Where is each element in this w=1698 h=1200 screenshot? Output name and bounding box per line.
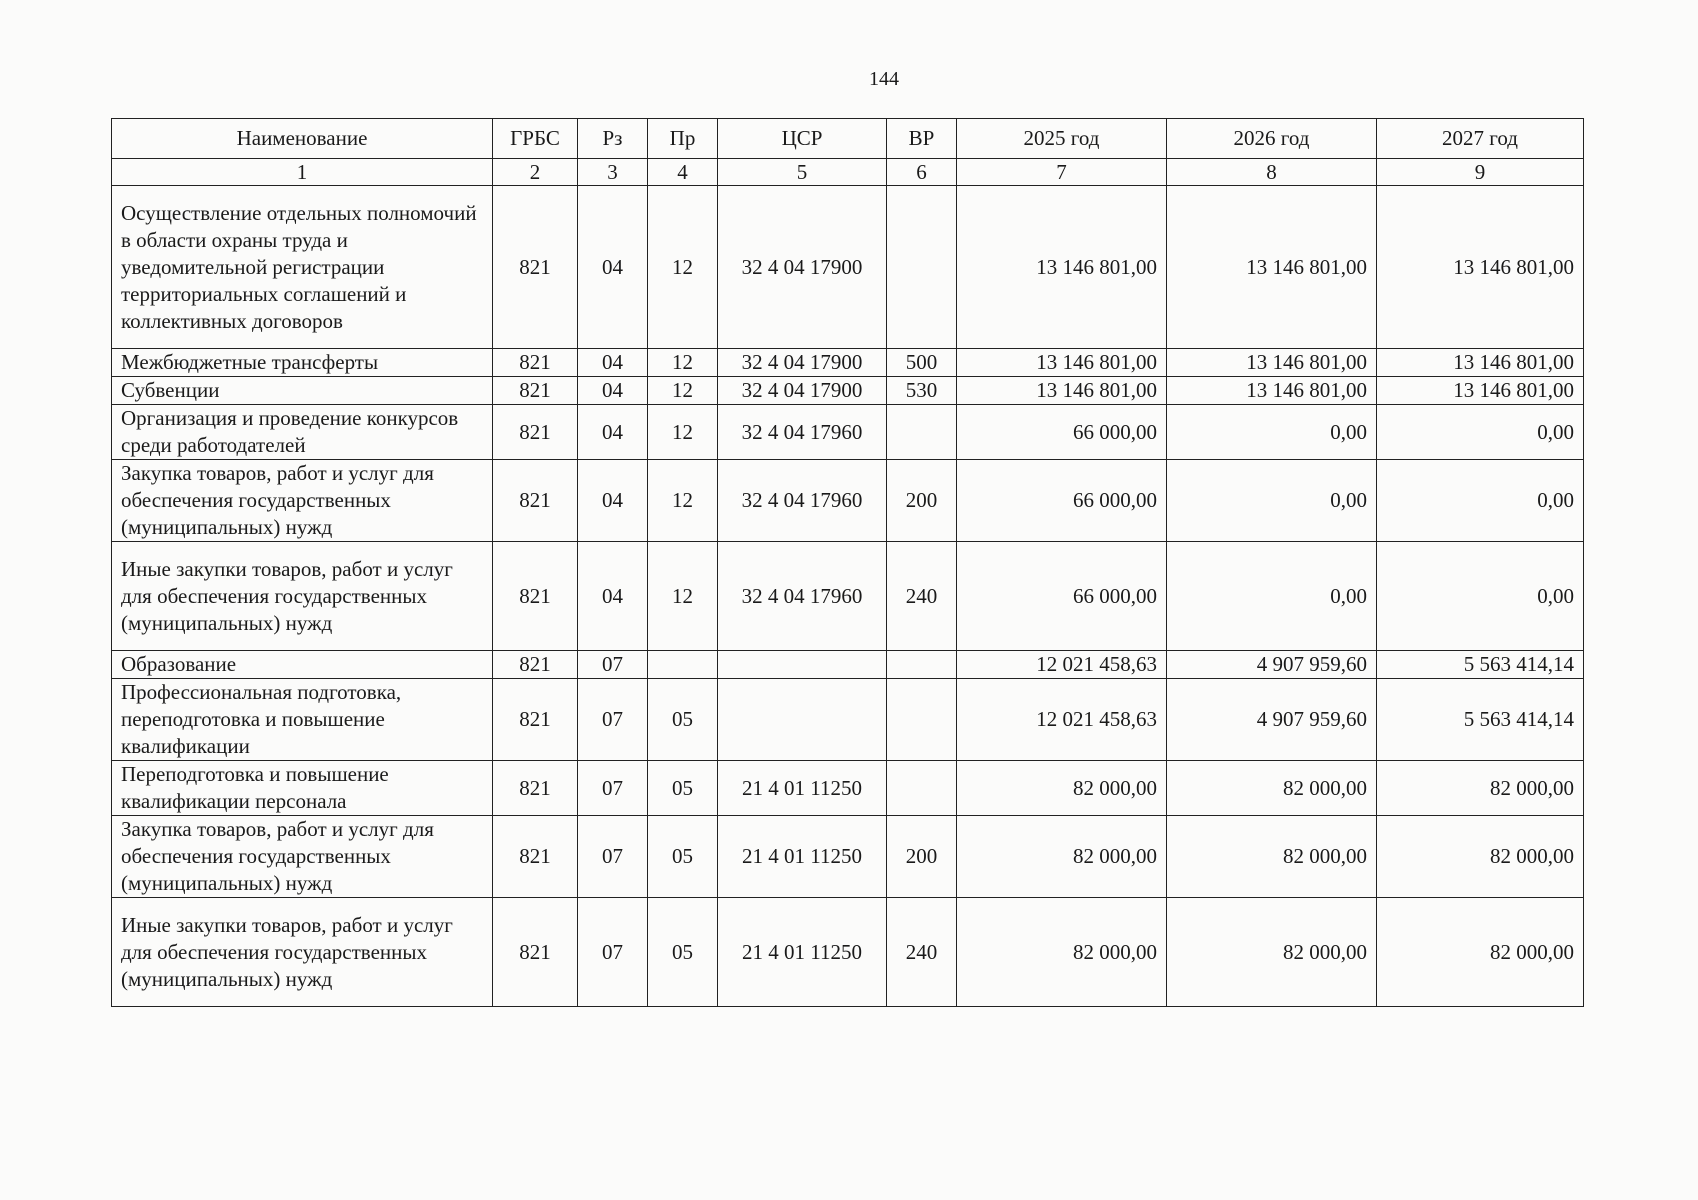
- row-2027: 0,00: [1377, 460, 1584, 542]
- column-number: 3: [578, 159, 648, 186]
- header-csr: ЦСР: [718, 119, 887, 159]
- header-pr: Пр: [648, 119, 718, 159]
- row-2027: 82 000,00: [1377, 761, 1584, 816]
- row-csr: 32 4 04 17960: [718, 542, 887, 651]
- table-row: [112, 377, 1584, 405]
- column-number: 4: [648, 159, 718, 186]
- row-2027: 5 563 414,14: [1377, 651, 1584, 679]
- row-2027: 82 000,00: [1377, 816, 1584, 898]
- row-2026: 0,00: [1167, 460, 1377, 542]
- row-pr: 05: [648, 679, 718, 761]
- page-number: 144: [869, 68, 899, 90]
- row-vr: 240: [887, 542, 957, 651]
- table-row: [112, 405, 1584, 460]
- row-csr: 32 4 04 17900: [718, 186, 887, 349]
- row-rz: 07: [578, 679, 648, 761]
- row-2026: 82 000,00: [1167, 761, 1377, 816]
- row-rz: 07: [578, 898, 648, 1007]
- row-grbs: 821: [493, 816, 578, 898]
- header-rz: Рз: [578, 119, 648, 159]
- header-vr: ВР: [887, 119, 957, 159]
- row-2025: 13 146 801,00: [957, 186, 1167, 349]
- row-grbs: 821: [493, 898, 578, 1007]
- row-2026: 82 000,00: [1167, 898, 1377, 1007]
- row-grbs: 821: [493, 761, 578, 816]
- row-pr: 05: [648, 761, 718, 816]
- row-csr: [718, 679, 887, 761]
- row-pr: 12: [648, 349, 718, 377]
- row-csr: [718, 651, 887, 679]
- row-rz: 07: [578, 761, 648, 816]
- row-csr: 32 4 04 17960: [718, 460, 887, 542]
- row-vr: [887, 186, 957, 349]
- row-2026: 4 907 959,60: [1167, 679, 1377, 761]
- row-grbs: 821: [493, 679, 578, 761]
- row-csr: 21 4 01 11250: [718, 816, 887, 898]
- row-2025: 13 146 801,00: [957, 377, 1167, 405]
- row-2026: 13 146 801,00: [1167, 377, 1377, 405]
- row-name: Образование: [112, 651, 493, 679]
- row-vr: 530: [887, 377, 957, 405]
- row-grbs: 821: [493, 460, 578, 542]
- row-vr: [887, 651, 957, 679]
- row-rz: 04: [578, 377, 648, 405]
- row-vr: 200: [887, 460, 957, 542]
- row-2027: 13 146 801,00: [1377, 186, 1584, 349]
- row-pr: 05: [648, 816, 718, 898]
- row-rz: 04: [578, 405, 648, 460]
- row-2025: 66 000,00: [957, 405, 1167, 460]
- row-vr: 500: [887, 349, 957, 377]
- row-pr: 12: [648, 542, 718, 651]
- row-2025: 66 000,00: [957, 460, 1167, 542]
- row-2027: 0,00: [1377, 542, 1584, 651]
- row-rz: 04: [578, 186, 648, 349]
- row-name: Иные закупки товаров, работ и услуг для обеспечения государственных (муниципальных) нужд: [112, 898, 493, 1007]
- header-row: [112, 119, 1584, 159]
- row-vr: [887, 679, 957, 761]
- row-pr: 12: [648, 186, 718, 349]
- column-number-row: [112, 159, 1584, 186]
- row-vr: 240: [887, 898, 957, 1007]
- table-row: [112, 460, 1584, 542]
- row-pr: [648, 651, 718, 679]
- row-rz: 04: [578, 460, 648, 542]
- table-row: [112, 898, 1584, 1007]
- row-grbs: 821: [493, 349, 578, 377]
- table-row: [112, 651, 1584, 679]
- row-pr: 12: [648, 460, 718, 542]
- table-row: [112, 679, 1584, 761]
- row-2025: 82 000,00: [957, 761, 1167, 816]
- row-2026: 4 907 959,60: [1167, 651, 1377, 679]
- row-name: Профессиональная подготовка, переподготовка и повышение квалификации: [112, 679, 493, 761]
- row-grbs: 821: [493, 377, 578, 405]
- table-row: [112, 816, 1584, 898]
- row-name: Закупка товаров, работ и услуг для обеспечения государственных (муниципальных) нужд: [112, 460, 493, 542]
- table-row: [112, 761, 1584, 816]
- row-2025: 13 146 801,00: [957, 349, 1167, 377]
- row-2027: 13 146 801,00: [1377, 349, 1584, 377]
- row-2025: 12 021 458,63: [957, 651, 1167, 679]
- column-number: 9: [1377, 159, 1584, 186]
- row-csr: 32 4 04 17900: [718, 377, 887, 405]
- row-name: Межбюджетные трансферты: [112, 349, 493, 377]
- row-grbs: 821: [493, 405, 578, 460]
- column-number: 1: [112, 159, 493, 186]
- row-grbs: 821: [493, 186, 578, 349]
- row-pr: 12: [648, 377, 718, 405]
- row-2025: 82 000,00: [957, 898, 1167, 1007]
- column-number: 6: [887, 159, 957, 186]
- row-2027: 0,00: [1377, 405, 1584, 460]
- row-csr: 32 4 04 17900: [718, 349, 887, 377]
- row-pr: 05: [648, 898, 718, 1007]
- row-grbs: 821: [493, 651, 578, 679]
- header-grbs: ГРБС: [493, 119, 578, 159]
- column-number: 2: [493, 159, 578, 186]
- column-number: 5: [718, 159, 887, 186]
- row-2026: 13 146 801,00: [1167, 349, 1377, 377]
- header-2025: 2025 год: [957, 119, 1167, 159]
- table-row: [112, 542, 1584, 651]
- row-csr: 21 4 01 11250: [718, 761, 887, 816]
- budget-table: [111, 118, 1584, 1007]
- row-name: Иные закупки товаров, работ и услуг для обеспечения государственных (муниципальных) нужд: [112, 542, 493, 651]
- row-rz: 07: [578, 816, 648, 898]
- row-2026: 82 000,00: [1167, 816, 1377, 898]
- row-2025: 12 021 458,63: [957, 679, 1167, 761]
- header-2026: 2026 год: [1167, 119, 1377, 159]
- row-name: Закупка товаров, работ и услуг для обеспечения государственных (муниципальных) нужд: [112, 816, 493, 898]
- row-rz: 07: [578, 651, 648, 679]
- row-2025: 66 000,00: [957, 542, 1167, 651]
- row-vr: 200: [887, 816, 957, 898]
- row-2026: 0,00: [1167, 405, 1377, 460]
- row-vr: [887, 405, 957, 460]
- row-2027: 5 563 414,14: [1377, 679, 1584, 761]
- column-number: 8: [1167, 159, 1377, 186]
- row-2026: 13 146 801,00: [1167, 186, 1377, 349]
- row-pr: 12: [648, 405, 718, 460]
- row-csr: 32 4 04 17960: [718, 405, 887, 460]
- row-name: Осуществление отдельных полномочий в области охраны труда и уведомительной регистрации территориальных соглашений и коллективных договоров: [112, 186, 493, 349]
- row-name: Переподготовка и повышение квалификации персонала: [112, 761, 493, 816]
- table-row: [112, 186, 1584, 349]
- row-name: Организация и проведение конкурсов среди работодателей: [112, 405, 493, 460]
- row-2025: 82 000,00: [957, 816, 1167, 898]
- row-2026: 0,00: [1167, 542, 1377, 651]
- row-2027: 13 146 801,00: [1377, 377, 1584, 405]
- row-csr: 21 4 01 11250: [718, 898, 887, 1007]
- header-2027: 2027 год: [1377, 119, 1584, 159]
- header-name: Наименование: [112, 119, 493, 159]
- column-number: 7: [957, 159, 1167, 186]
- row-vr: [887, 761, 957, 816]
- row-grbs: 821: [493, 542, 578, 651]
- table-row: [112, 349, 1584, 377]
- row-name: Субвенции: [112, 377, 493, 405]
- row-rz: 04: [578, 349, 648, 377]
- row-2027: 82 000,00: [1377, 898, 1584, 1007]
- row-rz: 04: [578, 542, 648, 651]
